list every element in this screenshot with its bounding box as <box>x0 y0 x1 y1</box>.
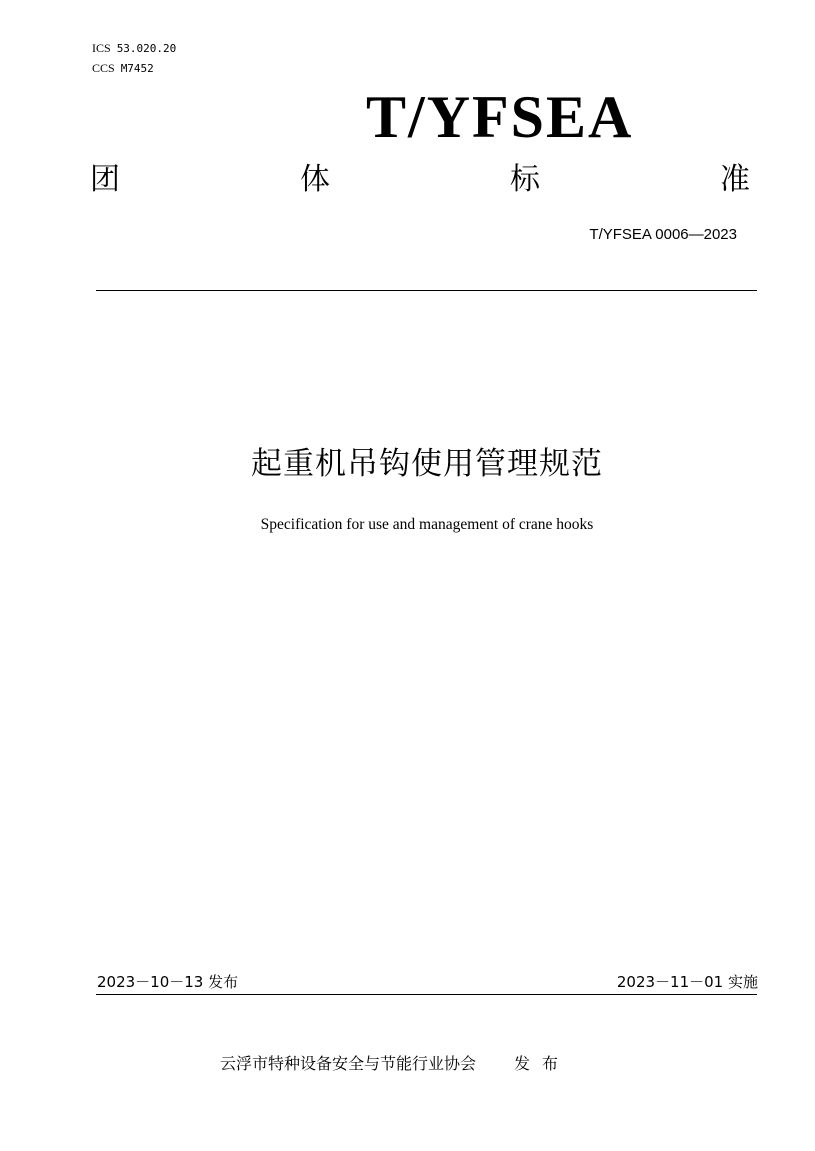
standard-type-char: 团 <box>90 162 120 197</box>
standard-type <box>90 160 750 200</box>
publish-date: 2023－10－13 发布 <box>97 973 239 991</box>
ccs-label: CCS <box>92 61 115 75</box>
document-title-chinese: 起重机吊钩使用管理规范 <box>251 446 603 482</box>
publisher-line <box>220 1052 570 1076</box>
standard-type-char: 体 <box>300 162 330 197</box>
document-title-english: Specification for use and management of crane hooks <box>260 516 594 533</box>
header-divider <box>96 290 757 291</box>
ics-value: 53.020.20 <box>116 42 177 55</box>
footer-divider <box>96 994 757 995</box>
standard-type-char: 准 <box>720 162 750 197</box>
ics-label: ICS <box>92 41 111 55</box>
standard-type-char: 标 <box>510 162 540 197</box>
standard-code-heading: T/YFSEA <box>366 84 634 150</box>
ics-code <box>92 41 176 56</box>
publisher-name: 云浮市特种设备安全与节能行业协会 <box>220 1054 477 1073</box>
implement-date: 2023－11－01 实施 <box>616 973 758 991</box>
ccs-value: M7452 <box>120 62 154 75</box>
standard-number: T/YFSEA 0006—2023 <box>589 226 737 243</box>
publisher-suffix: 发布 <box>514 1054 571 1073</box>
ccs-code <box>92 61 154 76</box>
